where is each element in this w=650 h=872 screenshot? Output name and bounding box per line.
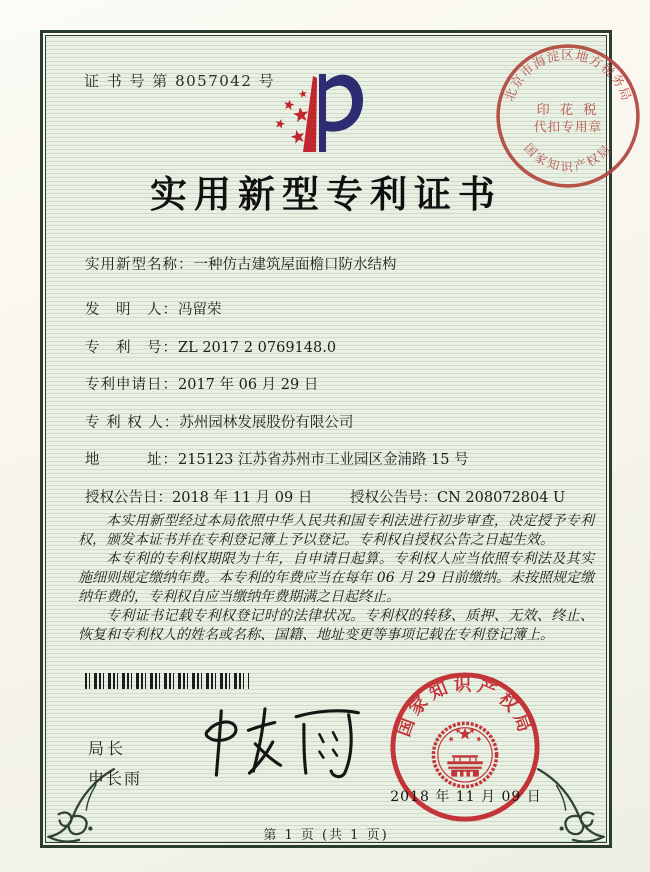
field-label: 专 利 权 人： <box>85 415 180 431</box>
field-grant-number <box>350 486 565 507</box>
field-label: 授权公告日： <box>85 490 172 506</box>
field-value: 2017 年 06 月 29 日 <box>178 377 319 393</box>
field-filing-date <box>85 373 597 394</box>
director-signature <box>195 694 370 789</box>
page-footer: 第 1 页 (共 1 页) <box>263 828 389 843</box>
cnipa-logo-icon <box>272 58 368 158</box>
field-label: 实用新型名称： <box>85 257 194 273</box>
director-name: 申长雨 <box>88 769 143 788</box>
seal-arc-text: 国家知识产权局 <box>393 674 537 740</box>
certificate-number: 证 书 号 第 8057042 号 <box>84 72 276 90</box>
field-value: CN 208072804 U <box>437 490 566 506</box>
body-paragraph: 本专利的专利权期限为十年，自申请日起算。专利权人应当依照专利法及其实施细则规定缴纳年费。本专利的年费应当在每年 06 月 29 日前缴纳。未按照规定缴纳年费的，专利权自应当缴纳年费期满之日起终止。 <box>78 551 594 605</box>
field-value: ZL 2017 2 0769148.0 <box>178 340 337 356</box>
field-label: 专利申请日： <box>85 377 178 393</box>
field-value: 一种仿古建筑屋面檐口防水结构 <box>193 257 397 273</box>
field-label: 地 址： <box>85 452 178 468</box>
barcode <box>85 673 249 689</box>
field-value: 2018 年 11 月 09 日 <box>172 490 313 506</box>
field-label: 专 利 号： <box>85 340 178 356</box>
tax-office-round-stamp <box>492 40 644 192</box>
tax-stamp-arc-top: 北京市海淀区地方税务局 <box>501 47 635 104</box>
tax-stamp-center-line1: 印 花 税 <box>536 102 600 118</box>
field-address <box>85 448 597 469</box>
certificate-body-text <box>78 512 594 645</box>
field-patent-number <box>85 336 597 357</box>
certificate-title: 实用新型专利证书 <box>150 172 502 216</box>
field-inventor <box>85 298 597 319</box>
field-label: 授权公告号： <box>350 490 437 506</box>
field-value: 冯留荣 <box>178 302 222 318</box>
field-value: 苏州园林发展股份有限公司 <box>179 415 354 431</box>
body-paragraph: 专利证书记载专利权登记时的法律状况。专利权的转移、质押、无效、终止、恢复和专利权人的姓名或名称、国籍、地址变更等事项记载在专利登记簿上。 <box>78 608 594 643</box>
field-label: 发 明 人： <box>85 302 178 318</box>
field-value: 215123 江苏省苏州市工业园区金浦路 15 号 <box>178 452 469 468</box>
field-grant-date <box>85 486 312 507</box>
field-utility-model-name <box>85 253 597 274</box>
seal-date: 2018 年 11 月 09 日 <box>390 789 542 805</box>
director-title: 局长 <box>88 739 127 758</box>
body-paragraph: 本实用新型经过本局依照中华人民共和国专利法进行初步审查，决定授予专利权，颁发本证书并在专利登记簿上予以登记。专利权自授权公告之日起生效。 <box>78 513 594 548</box>
field-patentee <box>85 411 597 432</box>
tax-stamp-arc-bottom: 国家知识产权局 <box>521 140 615 174</box>
tax-stamp-center-line2: 代扣专用章 <box>533 119 603 135</box>
